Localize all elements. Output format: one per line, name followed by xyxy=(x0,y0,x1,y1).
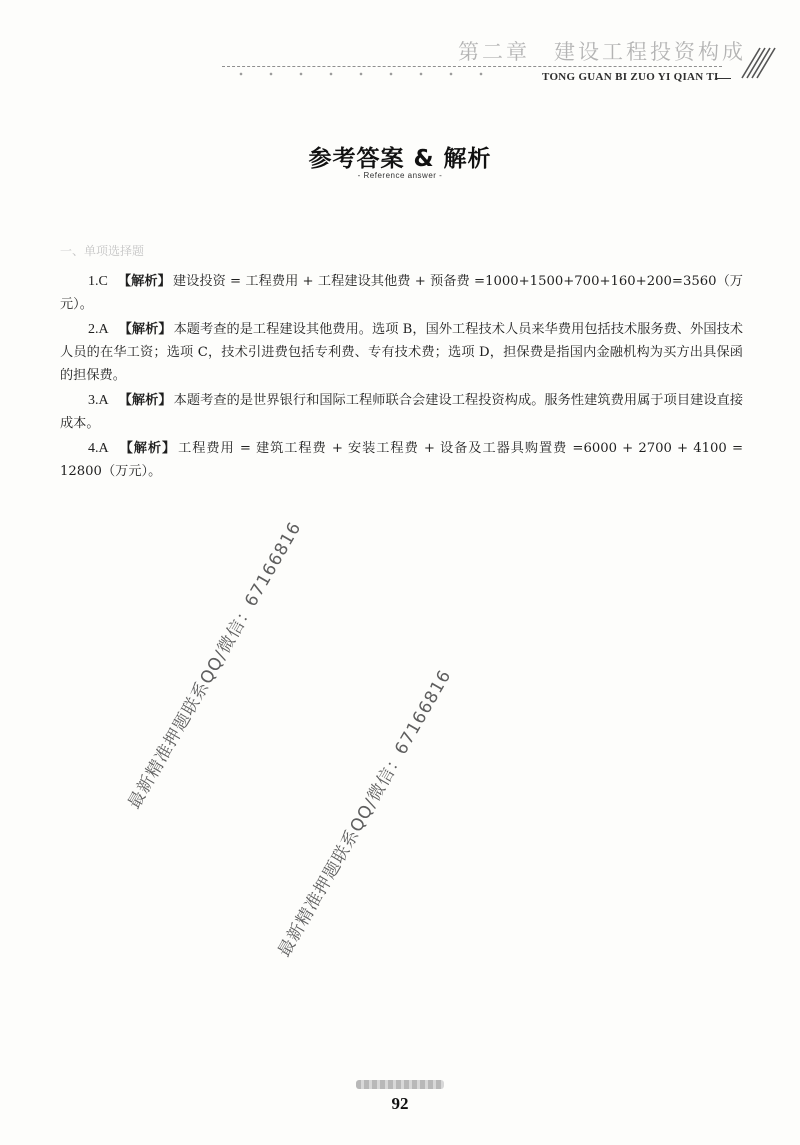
header-dot-row xyxy=(226,71,496,77)
answer-number: 1.C xyxy=(88,274,108,289)
answer-text: 本题考查的是世界银行和国际工程师联合会建设工程投资构成。服务性建筑费用属于项目建设直接成本。 xyxy=(60,393,744,431)
page-number: 92 xyxy=(391,1094,409,1113)
watermark-text: 最新精准押题联系QQ/微信：67166816 xyxy=(274,666,456,961)
watermark-text: 最新精准押题联系QQ/微信：67166816 xyxy=(124,518,306,813)
section-label: 一、单项选择题 xyxy=(60,244,145,258)
page-subtitle: - Reference answer - xyxy=(357,171,443,180)
answer-text: 工程费用 = 建筑工程费 + 安装工程费 + 设备及工器具购置费 =6000 + 2700 + 4100 = 12800（万元）。 xyxy=(60,441,743,479)
answer-number: 3.A xyxy=(88,393,109,408)
answer-list xyxy=(60,270,743,485)
analysis-tag: 【解析】 xyxy=(117,274,171,289)
answer-item xyxy=(60,270,743,316)
header-stripe-decoration xyxy=(720,44,780,84)
analysis-tag: 【解析】 xyxy=(118,393,172,408)
answer-number: 4.A xyxy=(88,441,109,456)
page-title: 参考答案 & 解析 xyxy=(308,146,492,172)
answer-item xyxy=(60,389,743,435)
answer-text: 本题考查的是工程建设其他费用。选项 B，国外工程技术人员来华费用包括技术服务费、外国技术人员的在华工资；选项 C，技术引进费包括专利费、专有技术费；选项 D，担保费是指国内金融机构为买方出具保函的担保费。 xyxy=(60,322,743,383)
header-rule xyxy=(222,66,722,67)
header-subtitle: TONG GUAN BI ZUO YI QIAN TI xyxy=(542,71,719,83)
footer-decoration xyxy=(356,1080,444,1089)
answer-item xyxy=(60,437,743,483)
analysis-tag: 【解析】 xyxy=(118,441,177,456)
answer-item xyxy=(60,318,743,387)
chapter-header-title: 第二章 建设工程投资构成 xyxy=(458,40,746,64)
answer-number: 2.A xyxy=(88,322,109,337)
analysis-tag: 【解析】 xyxy=(118,322,172,337)
answer-text: 建设投资 = 工程费用 + 工程建设其他费 + 预备费 =1000+1500+700+160+200=3560（万元）。 xyxy=(60,274,743,312)
